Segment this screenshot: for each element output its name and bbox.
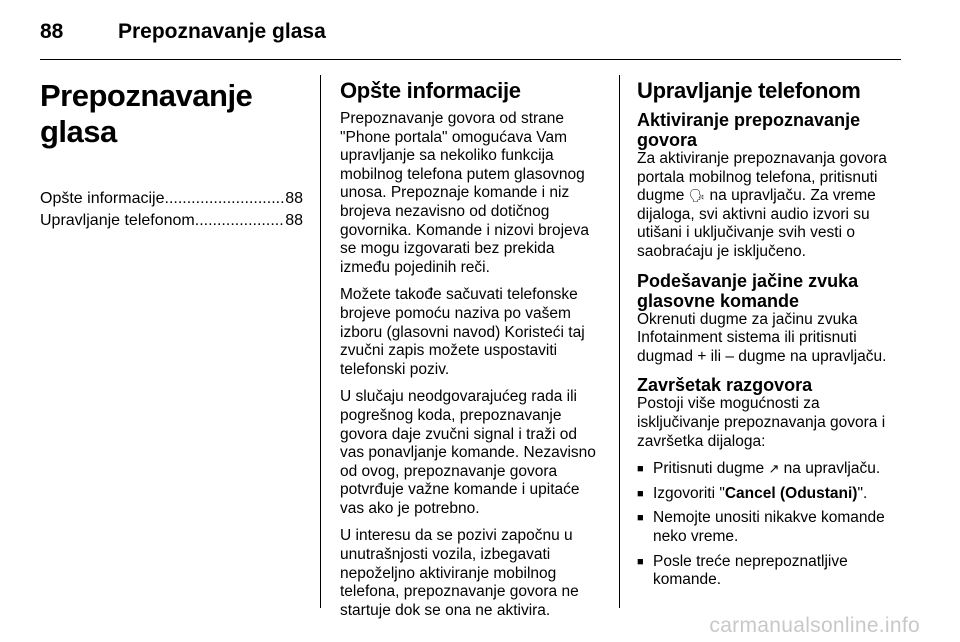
paragraph: Prepoznavanje govora od strane "Phone portala" omogućava Vam upravljanje sa nekoliko funkcija mobilnog telefona putem glasovnog unosa. Prepoznaje komande i niz brojeva nezavisno od dotičnog govornika. Komande i nizovi brojeva se mogu izgovarati bez prekida između pojedinih reči. (340, 110, 589, 276)
watermark[interactable]: carmanualsonline.info (709, 614, 920, 637)
subsection-heading: Završetak razgovora (637, 375, 813, 396)
toc-entry-label: Opšte informacije (40, 190, 165, 207)
page-number: 88 (40, 20, 64, 43)
paragraph: Postoji više mogućnosti za isključivanje prepoznavanja govora i završetka dijaloga: (637, 395, 886, 450)
toc-entry-label: Upravljanje telefonom (40, 212, 195, 229)
section-heading: Opšte informacije (340, 78, 521, 103)
column-divider-1 (320, 75, 321, 608)
list-item (637, 485, 905, 504)
text-run: Izgovoriti " (653, 484, 725, 502)
list-item (637, 460, 905, 479)
right-column (637, 78, 905, 596)
command-text: Cancel (Odustani) (724, 484, 858, 502)
text-run: Za aktiviranje prepoznavanja govora portala mobilnog telefona, pritisnuti dugme (637, 150, 887, 205)
running-header-title: Prepoznavanje glasa (118, 20, 326, 43)
subsection-heading: Podešavanje jačine zvuka glasovne komande (637, 270, 859, 311)
text-run: Pritisnuti dugme (653, 460, 769, 478)
text-run: na upravljaču. (779, 460, 881, 478)
text-run: ". (857, 484, 868, 502)
list-item: ■ Nemojte unositi nikakve komande neko vreme. (637, 509, 905, 546)
hangup-icon: ↗︎ (768, 461, 780, 477)
header-divider (40, 59, 901, 60)
paragraph (637, 150, 905, 262)
toc-entry[interactable] (40, 210, 303, 232)
toc-leader (165, 188, 286, 210)
toc-leader (195, 210, 285, 232)
list-item: ■ Posle treće neprepoznatljive komande. (637, 553, 905, 590)
paragraph: U interesu da se pozivi započnu u unutrašnjosti vozila, izbegavati nepoželjno aktiviranje mobilnog telefona, prepoznavanje govora ne startuje dok se ona ne aktivira. (340, 527, 579, 619)
text-run: na upravljaču. Za vreme dijaloga, svi aktivni audio izvori su utišani i uključivanje svih vesti o saobraćaju je isključeno. (637, 187, 876, 260)
toc-entry[interactable] (40, 188, 303, 210)
toc-entry-page: 88 (285, 190, 303, 207)
table-of-contents (40, 188, 303, 232)
left-column (40, 78, 303, 232)
paragraph: Možete takođe sačuvati telefonske brojeve pomoću naziva po vašem izboru (glasovni navod) Koristeći taj zvučni zapis možete uspostaviti telefonski poziv. (340, 286, 585, 378)
chapter-title: Prepoznavanje glasa (40, 78, 253, 149)
voice-icon: 🗣︎ (688, 188, 706, 204)
section-heading: Upravljanje telefonom (637, 78, 861, 103)
paragraph: U slučaju neodgovarajućeg rada ili pogrešnog koda, prepoznavanje govora daje zvučni signal i traži od vas ponavljanje komande. Nezavisno od ovog, prepoznavanje govora potvrđuje važne komande i upitaće vas ako je potrebno. (340, 388, 596, 517)
middle-column (340, 78, 605, 629)
bullet-list (637, 460, 905, 590)
toc-entry-page: 88 (285, 212, 303, 229)
column-divider-2 (619, 75, 620, 608)
subsection-heading: Aktiviranje prepoznavanje govora (637, 110, 861, 150)
paragraph: Okrenuti dugme za jačinu zvuka Infotainment sistema ili pritisnuti dugmad + ili – dugme na upravljaču. (637, 310, 887, 365)
